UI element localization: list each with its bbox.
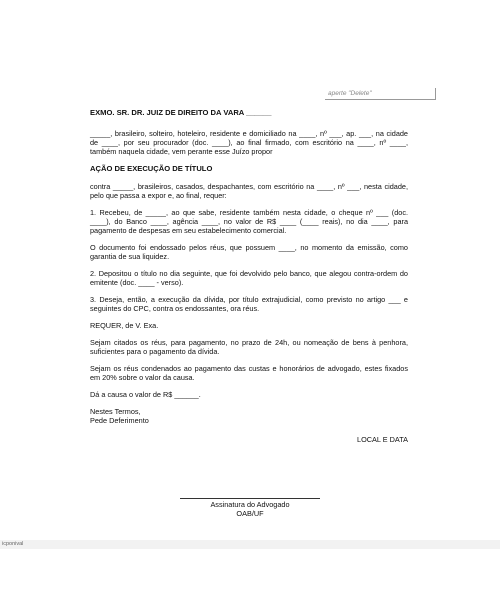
citation-paragraph: Sejam citados os réus, para pagamento, no prazo de 24h, ou nomeação de bens à penhora, suficientes para o pagamento da dívida. — [90, 338, 408, 356]
delete-hint-field[interactable]: aperte "Delete" — [325, 88, 436, 100]
against-paragraph: contra _____, brasileiros, casados, despachantes, com escritório na ____, nº ___, nesta cidade, pelo que passa a expor e, ao final, requer: — [90, 182, 408, 200]
closing-line-2: Pede Deferimento — [90, 416, 149, 425]
document-title: EXMO. SR. DR. JUIZ DE DIREITO DA VARA ______ — [90, 108, 272, 117]
value-paragraph: Dá a causa o valor de R$ ______. — [90, 390, 201, 399]
action-title: AÇÃO DE EXECUÇÃO DE TÍTULO — [90, 164, 213, 173]
endorsement-paragraph: O documento foi endossado pelos réus, que possuem ____, no momento da emissão, como garantia de sua liquidez. — [90, 243, 408, 261]
footer-text: icponival — [2, 541, 24, 547]
closing-line-1: Nestes Termos, — [90, 407, 141, 416]
signature-block — [180, 498, 320, 518]
item-1-paragraph: 1. Recebeu, de _____, ao que sabe, residente também nesta cidade, o cheque nº ___ (doc. ____), do Banco ____, agência ____, no valor de R$ ____ (____ reais), no dia ____, para pagamento de despesas em seu estabelecimento comercial. — [90, 208, 408, 235]
intro-paragraph: _____, brasileiro, solteiro, hoteleiro, residente e domiciliado na ____, nº ___, ap. ___, na cidade de ____, por seu procurador (doc. ____), ao final firmado, com escritório na ____, nº ____, também naquela cidade, vem perante esse Juízo propor — [90, 129, 408, 156]
request-paragraph: REQUER, de V. Exa. — [90, 321, 159, 330]
signature-label: Assinatura do Advogado — [210, 500, 290, 509]
condemn-paragraph: Sejam os réus condenados ao pagamento das custas e honorários de advogado, estes fixados em 20% sobre o valor da causa. — [90, 364, 408, 382]
place-date: LOCAL E DATA — [357, 435, 408, 444]
item-3-paragraph: 3. Deseja, então, a execução da dívida, por título extrajudicial, como previsto no artigo ___ e seguintes do CPC, contra os endossantes, ora réus. — [90, 295, 408, 313]
oab-label: OAB/UF — [236, 509, 264, 518]
item-2-paragraph: 2. Depositou o título no dia seguinte, que foi devolvido pelo banco, que alegou contra-ordem do emitente (doc. ____ - verso). — [90, 269, 408, 287]
footer-bar — [0, 540, 500, 549]
document-body — [90, 108, 408, 444]
